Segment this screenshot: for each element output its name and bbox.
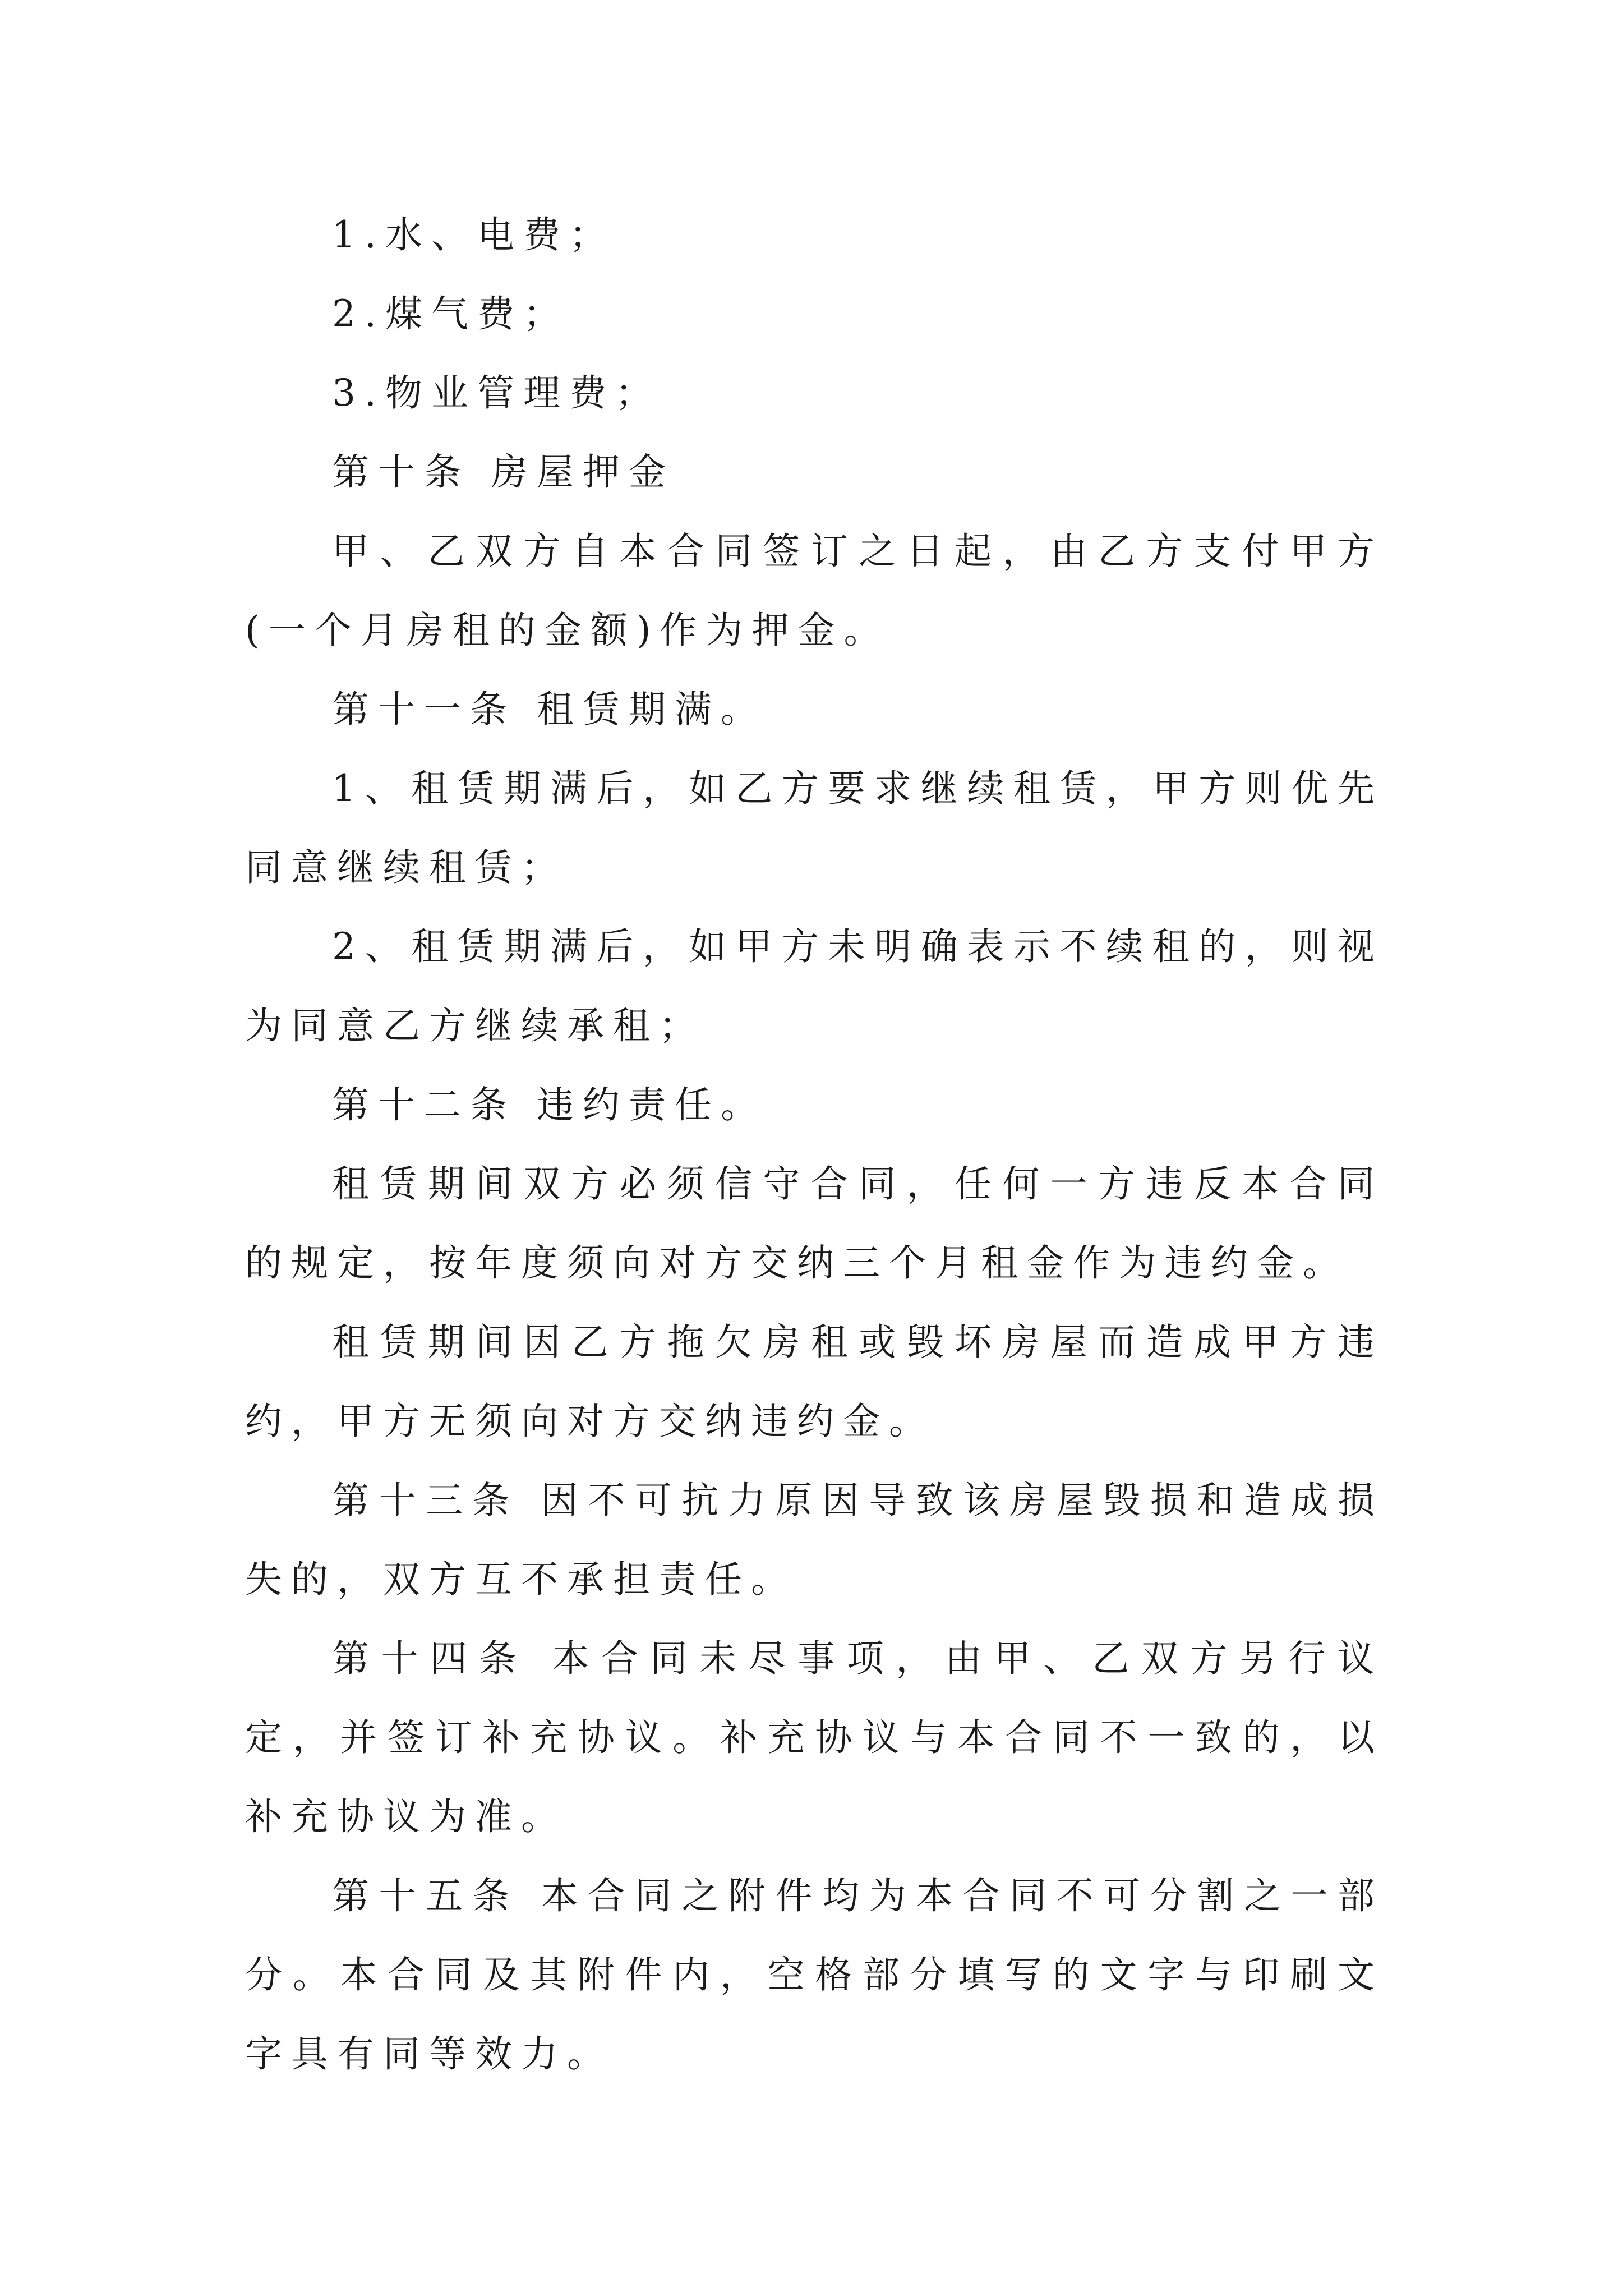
article-10-heading: 第十条 房屋押金 bbox=[332, 450, 675, 494]
article-12-heading: 第十二条 违约责任。 bbox=[332, 1083, 767, 1126]
utility-item-gas: 2.煤气费； bbox=[332, 292, 569, 335]
document-body bbox=[245, 195, 1384, 2093]
article-12-paragraph-1: 租赁期间双方必须信守合同，任何一方违反本合同的规定，按年度须向对方交纳三个月租金作为违约金。 bbox=[245, 1162, 1384, 1285]
utility-item-property-fee: 3.物业管理费； bbox=[332, 371, 661, 415]
article-15-text: 第十五条 本合同之附件均为本合同不可分割之一部分。本合同及其附件内，空格部分填写的文字与印刷文字具有同等效力。 bbox=[245, 1874, 1384, 2076]
utility-item-water-electricity: 1.水、电费； bbox=[332, 213, 615, 256]
article-11-heading: 第十一条 租赁期满。 bbox=[332, 688, 767, 731]
article-11-clause-2: 2、租赁期满后，如甲方未明确表示不续租的，则视为同意乙方继续承租； bbox=[245, 925, 1384, 1047]
article-14-text: 第十四条 本合同未尽事项，由甲、乙双方另行议定，并签订补充协议。补充协议与本合同不一致的，以补充协议为准。 bbox=[245, 1637, 1384, 1838]
article-10-deposit-text: 甲、乙双方自本合同签订之日起，由乙方支付甲方(一个月房租的金额)作为押金。 bbox=[245, 530, 1384, 652]
article-11-clause-1: 1、租赁期满后，如乙方要求继续租赁，甲方则优先同意继续租赁； bbox=[245, 767, 1384, 889]
article-13-text: 第十三条 因不可抗力原因导致该房屋毁损和造成损失的，双方互不承担责任。 bbox=[245, 1479, 1384, 1601]
article-12-paragraph-2: 租赁期间因乙方拖欠房租或毁坏房屋而造成甲方违约，甲方无须向对方交纳违约金。 bbox=[245, 1320, 1384, 1443]
